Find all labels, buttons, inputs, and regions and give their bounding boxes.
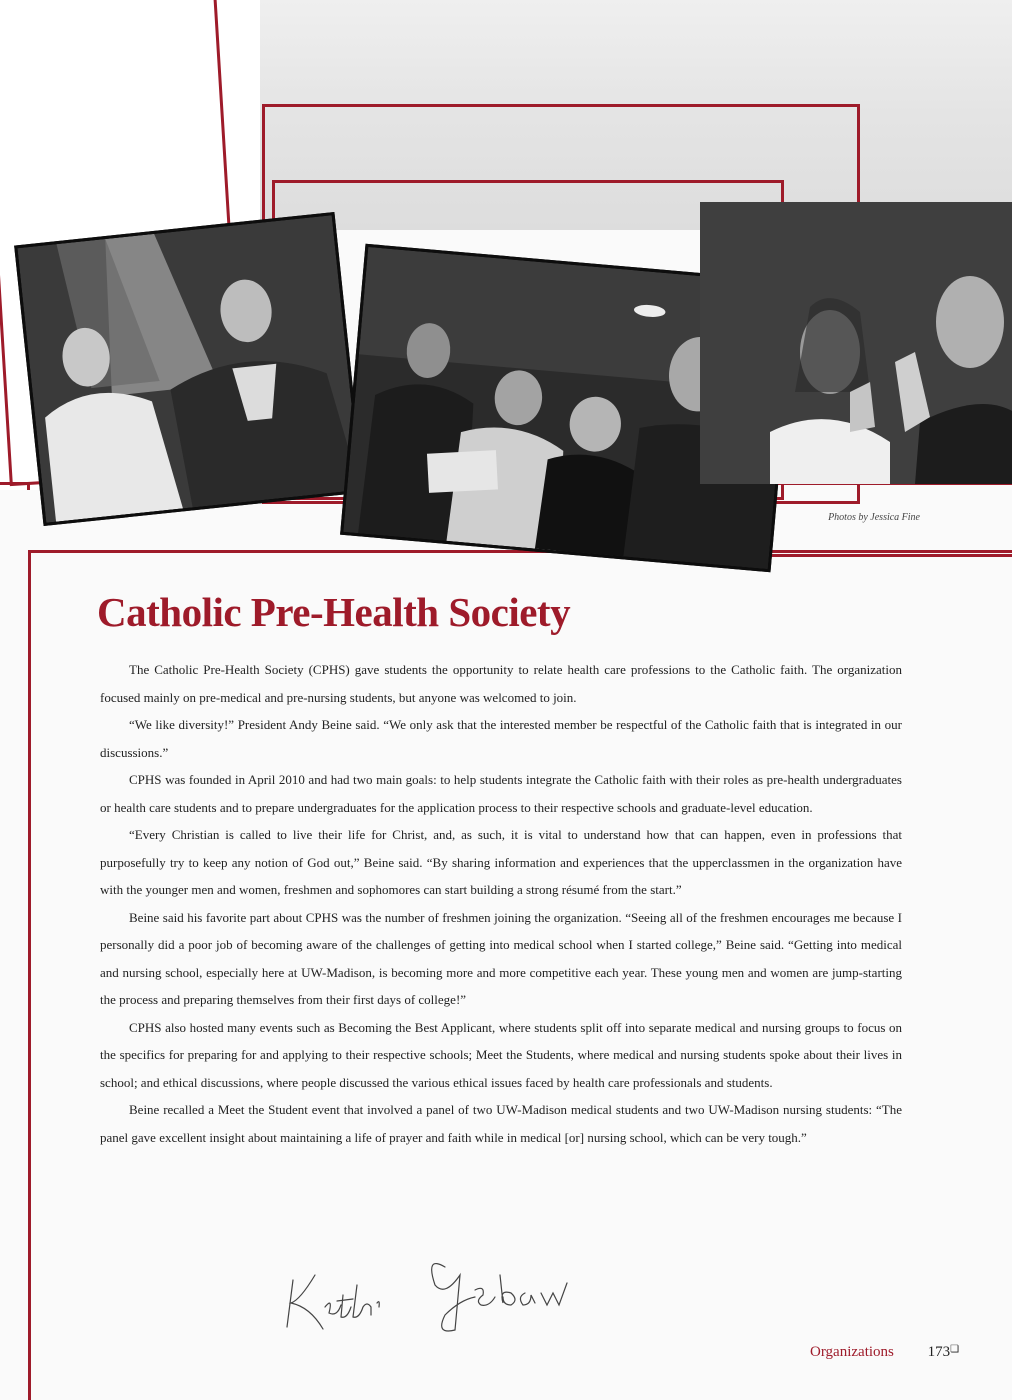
photo-credit: Photos by Jessica Fine [828,512,920,523]
page-title: Catholic Pre-Health Society [97,589,571,635]
section-label: Organizations [810,1344,894,1360]
paragraph: “Every Christian is called to live their life for Christ, and, as such, it is vital to understand how that can happen, even in professions that purposefully try to keep any notion of God out,” Beine said. “By sharing information and experiences that the upperclassmen in the organization have with the younger men and women, freshmen and sophomores can start building a strong résumé from the start.” [100,827,902,897]
photo-discussion [700,202,1012,484]
photo-two-women [14,212,364,526]
frame-rect-left-edge [0,482,30,490]
paragraph: Beine said his favorite part about CPHS was the number of freshmen joining the organization. “Seeing all of the freshmen encourages me because I personally did a poor job of becoming aware of the challenges of getting into medical school when I started college,” Beine said. “Getting into medical and nursing school, especially here at UW-Madison, is becoming more and more competitive each year. These young men and women are jump-starting the process and preparing themselves from their first days of college!” [100,909,902,1007]
paragraph: Beine recalled a Meet the Student event that involved a panel of two UW-Madison medical students and two UW-Madison nursing students: “The panel gave excellent insight about maintaining a life of prayer and faith while in medical [or] nursing school, which can be very tough.” [100,1102,902,1145]
paragraph: The Catholic Pre-Health Society (CPHS) gave students the opportunity to relate health care professions to the Catholic faith. The organization focused mainly on pre-medical and pre-nursing students, but anyone was welcomed to join. [100,662,902,705]
paragraph: “We like diversity!” President Andy Beine said. “We only ask that the interested member be respectful of the Catholic faith that is integrated in our discussions.” [100,717,902,760]
page-number: 173 [927,1344,951,1360]
article-body [100,656,902,1151]
author-signature [285,1245,585,1335]
paragraph: CPHS was founded in April 2010 and had two main goals: to help students integrate the Catholic faith with their roles as pre-health undergraduates or health care students and to prepare undergraduates for the application process to their respective schools and graduate-level education. [100,772,902,815]
page-footer [810,1344,970,1361]
paw-icon: ❏ [950,1344,960,1355]
paragraph: CPHS also hosted many events such as Becoming the Best Applicant, where students split off into separate medical and nursing groups to focus on the specifics for preparing for and applying to their respective schools; Meet the Students, where medical and nursing students spoke about their lives in school; and ethical discussions, where people discussed the various ethical issues faced by health care professionals and students. [100,1019,902,1090]
